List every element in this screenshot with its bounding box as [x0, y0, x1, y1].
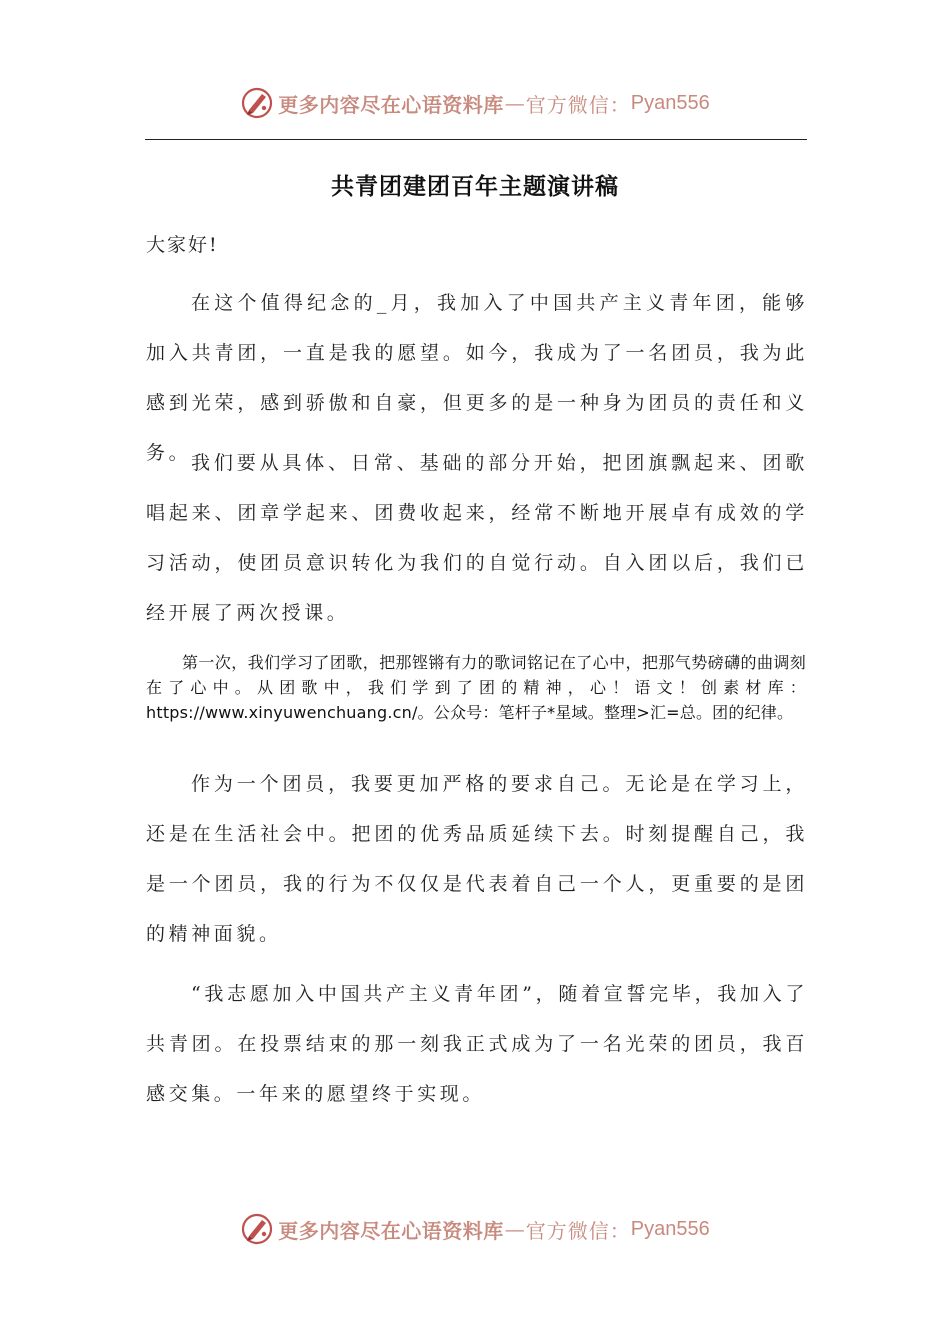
banner-main-text: 更多内容尽在心语资料库 — [278, 1218, 504, 1243]
paragraph-4: 作为一个团员，我要更加严格的要求自己。无论是在学习上，还是在生活社会中。把团的优秀品质延续下去。时刻提醒自己，我是一个团员，我的行为不仅仅是代表着自己一个人，更重要的是团的精神面貌。 — [146, 773, 808, 945]
banner-dash: — — [504, 1217, 525, 1241]
greeting: 大家好! — [146, 234, 219, 256]
paragraph-3: 第一次，我们学习了团歌，把那铿锵有力的歌词铭记在了心中，把那气势磅礴的曲调刻在了心中。从团歌中，我们学到了团的精神，心！语文！创素材库：https://www.xinyuwenchuang.cn/。公众号：笔杆子*星域。整理>汇=总。团的纪律。 — [146, 653, 806, 722]
banner-dash: — — [504, 91, 525, 115]
header-banner — [0, 86, 950, 120]
footer-banner — [0, 1212, 950, 1246]
pen-logo-icon — [240, 86, 274, 120]
paragraph-5: “我志愿加入中国共产主义青年团”，随着宣誓完毕，我加入了共青团。在投票结束的那一刻我正式成为了一名光荣的团员，我百感交集。一年来的愿望终于实现。 — [146, 983, 808, 1105]
banner-wechat-id: Pyan556 — [630, 91, 710, 114]
paragraph-2: 我们要从具体、日常、基础的部分开始，把团旗飘起来、团歌唱起来、团章学起来、团费收起来，经常不断地开展卓有成效的学习活动，使团员意识转化为我们的自觉行动。自入团以后，我们已经开展了两次授课。 — [146, 452, 808, 624]
banner-sub-text: 官方微信： — [525, 92, 631, 117]
pen-logo-icon — [240, 1212, 274, 1246]
header-divider — [145, 139, 807, 140]
banner-main-text: 更多内容尽在心语资料库 — [278, 92, 504, 117]
banner-sub-text: 官方微信： — [525, 1218, 631, 1243]
banner-wechat-id: Pyan556 — [630, 1217, 710, 1240]
document-title: 共青团建团百年主题演讲稿 — [331, 174, 619, 200]
paragraph-1: 在这个值得纪念的_月，我加入了中国共产主义青年团，能够加入共青团，一直是我的愿望。如今，我成为了一名团员，我为此感到光荣，感到骄傲和自豪，但更多的是一种身为团员的责任和义务。 — [146, 292, 808, 464]
